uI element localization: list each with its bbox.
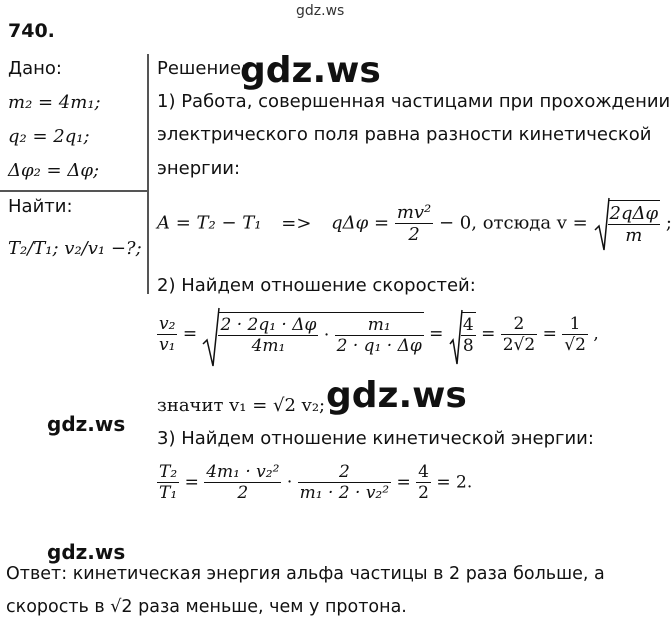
solution-heading: Решение: [157, 58, 248, 79]
step1-text-line: 1) Работа, совершенная частицами при прохождении [157, 91, 671, 112]
eq2-r3-den: √2 [564, 334, 586, 355]
eq2-equals: = [429, 324, 444, 344]
eq3-r1 [416, 462, 431, 503]
eq3-r1-num: 4 [418, 462, 429, 482]
eq3-frac1-num: 4m₁ · v₂² [206, 462, 280, 482]
problem-number-dot: . [47, 20, 55, 42]
eq1-fraction [395, 202, 433, 245]
answer-line: Ответ: кинетическая энергия альфа частицы в 2 раза больше, а [6, 564, 605, 584]
find-heading: Найти: [8, 196, 73, 217]
given-divider [0, 190, 149, 192]
eq3-frac-1 [204, 462, 281, 503]
eq2-dot: · [323, 325, 330, 346]
eq2-r2-num: 2 [501, 314, 537, 335]
eq2-frac2-den: 2 · q₁ · Δφ [336, 336, 422, 356]
eq3-result: 2. [456, 472, 473, 493]
watermark-large: gdz.ws [240, 50, 381, 91]
eq3-dot: · [286, 472, 293, 493]
eq3-equals: = [184, 472, 199, 493]
eq2-radical-icon [202, 306, 220, 370]
eq1-end: ; [665, 212, 672, 234]
equation-3 [157, 462, 472, 503]
eq1-sqrt-den: m [625, 225, 643, 246]
eq1-arrow: => [281, 212, 312, 234]
eq3-equals: = [396, 472, 411, 493]
eq2-frac1-den: 4m₁ [251, 336, 286, 356]
step1-text-line: электрического поля равна разности кинетической [157, 124, 652, 145]
step2-text: 2) Найдем отношение скоростей: [157, 275, 476, 296]
eq3-frac2-den: m₁ · 2 · v₂² [299, 483, 390, 503]
eq1-frac-num: mv² [396, 201, 432, 223]
given-vertical-rule [147, 54, 149, 294]
watermark-top: gdz.ws [296, 3, 345, 19]
eq2-equals: = [182, 324, 198, 344]
eq3-lhs-den: T₁ [159, 483, 178, 503]
eq1-mid: qΔφ = [331, 212, 390, 234]
step3-text: 3) Найдем отношение кинетической энергии: [157, 428, 594, 449]
eq1-sqrt [594, 200, 661, 246]
eq1-sqrt-num: 2qΔφ [609, 203, 659, 224]
eq3-equals: = [436, 472, 451, 493]
eq2-sqrt [202, 312, 423, 356]
eq2-r1-den: 8 [462, 336, 474, 356]
equation-2 [157, 312, 599, 356]
eq1-radical-icon [594, 196, 610, 254]
conclusion-text: значит v₁ = √2 v₂; [157, 395, 326, 416]
given-heading: Дано: [8, 58, 62, 79]
eq2-frac2-num: m₁ [335, 315, 424, 336]
eq2-r2 [501, 314, 537, 355]
eq2-equals: = [542, 324, 557, 344]
eq2-lhs-num: v₂ [159, 313, 176, 334]
eq2-radicand [218, 312, 423, 356]
eq2-sqrt-small [449, 312, 476, 356]
eq1-frac-den: 2 [408, 223, 420, 245]
eq3-frac2-num: 2 [298, 462, 391, 483]
eq3-frac1-den: 2 [237, 483, 249, 503]
eq3-lhs-num: T₂ [159, 462, 178, 482]
given-line: m₂ = 4m₁; [8, 92, 101, 113]
answer-line: скорость в √2 раза меньше, чем у протона. [6, 597, 407, 617]
eq2-r3 [562, 314, 588, 355]
eq2-frac1-num: 2 · 2q₁ · Δφ [220, 315, 317, 335]
watermark-left: gdz.ws [47, 540, 126, 564]
problem-number [8, 20, 55, 42]
eq2-end: , [593, 324, 599, 344]
step1-text-line: энергии: [157, 158, 241, 179]
eq2-lhs [157, 314, 177, 355]
given-line: Δφ₂ = Δφ; [8, 160, 100, 181]
eq1-sqrt-fraction [608, 200, 661, 246]
eq1-tail: − 0, отсюда v = [439, 212, 588, 234]
eq2-small-radical-icon [449, 308, 463, 368]
eq3-lhs [157, 462, 179, 503]
eq2-frac-1 [218, 315, 318, 356]
eq2-r1 [461, 312, 476, 356]
eq3-r1-den: 2 [418, 483, 429, 503]
eq2-frac-2 [335, 315, 424, 356]
find-expression: T₂/T₁; v₂/v₁ −?; [8, 238, 142, 259]
watermark-large: gdz.ws [326, 375, 467, 416]
eq2-equals: = [481, 324, 496, 344]
given-line: q₂ = 2q₁; [8, 126, 90, 147]
equation-1 [157, 200, 672, 246]
problem-number-value: 740 [8, 20, 48, 42]
eq2-r3-num: 1 [562, 314, 588, 335]
eq2-r2-den: 2√2 [502, 334, 536, 355]
eq3-frac-2 [298, 462, 391, 503]
watermark-left: gdz.ws [47, 412, 126, 436]
eq2-lhs-den: v₁ [159, 334, 176, 355]
eq2-r1-num: 4 [462, 315, 474, 335]
eq1-left: A = T₂ − T₁ [157, 212, 262, 234]
